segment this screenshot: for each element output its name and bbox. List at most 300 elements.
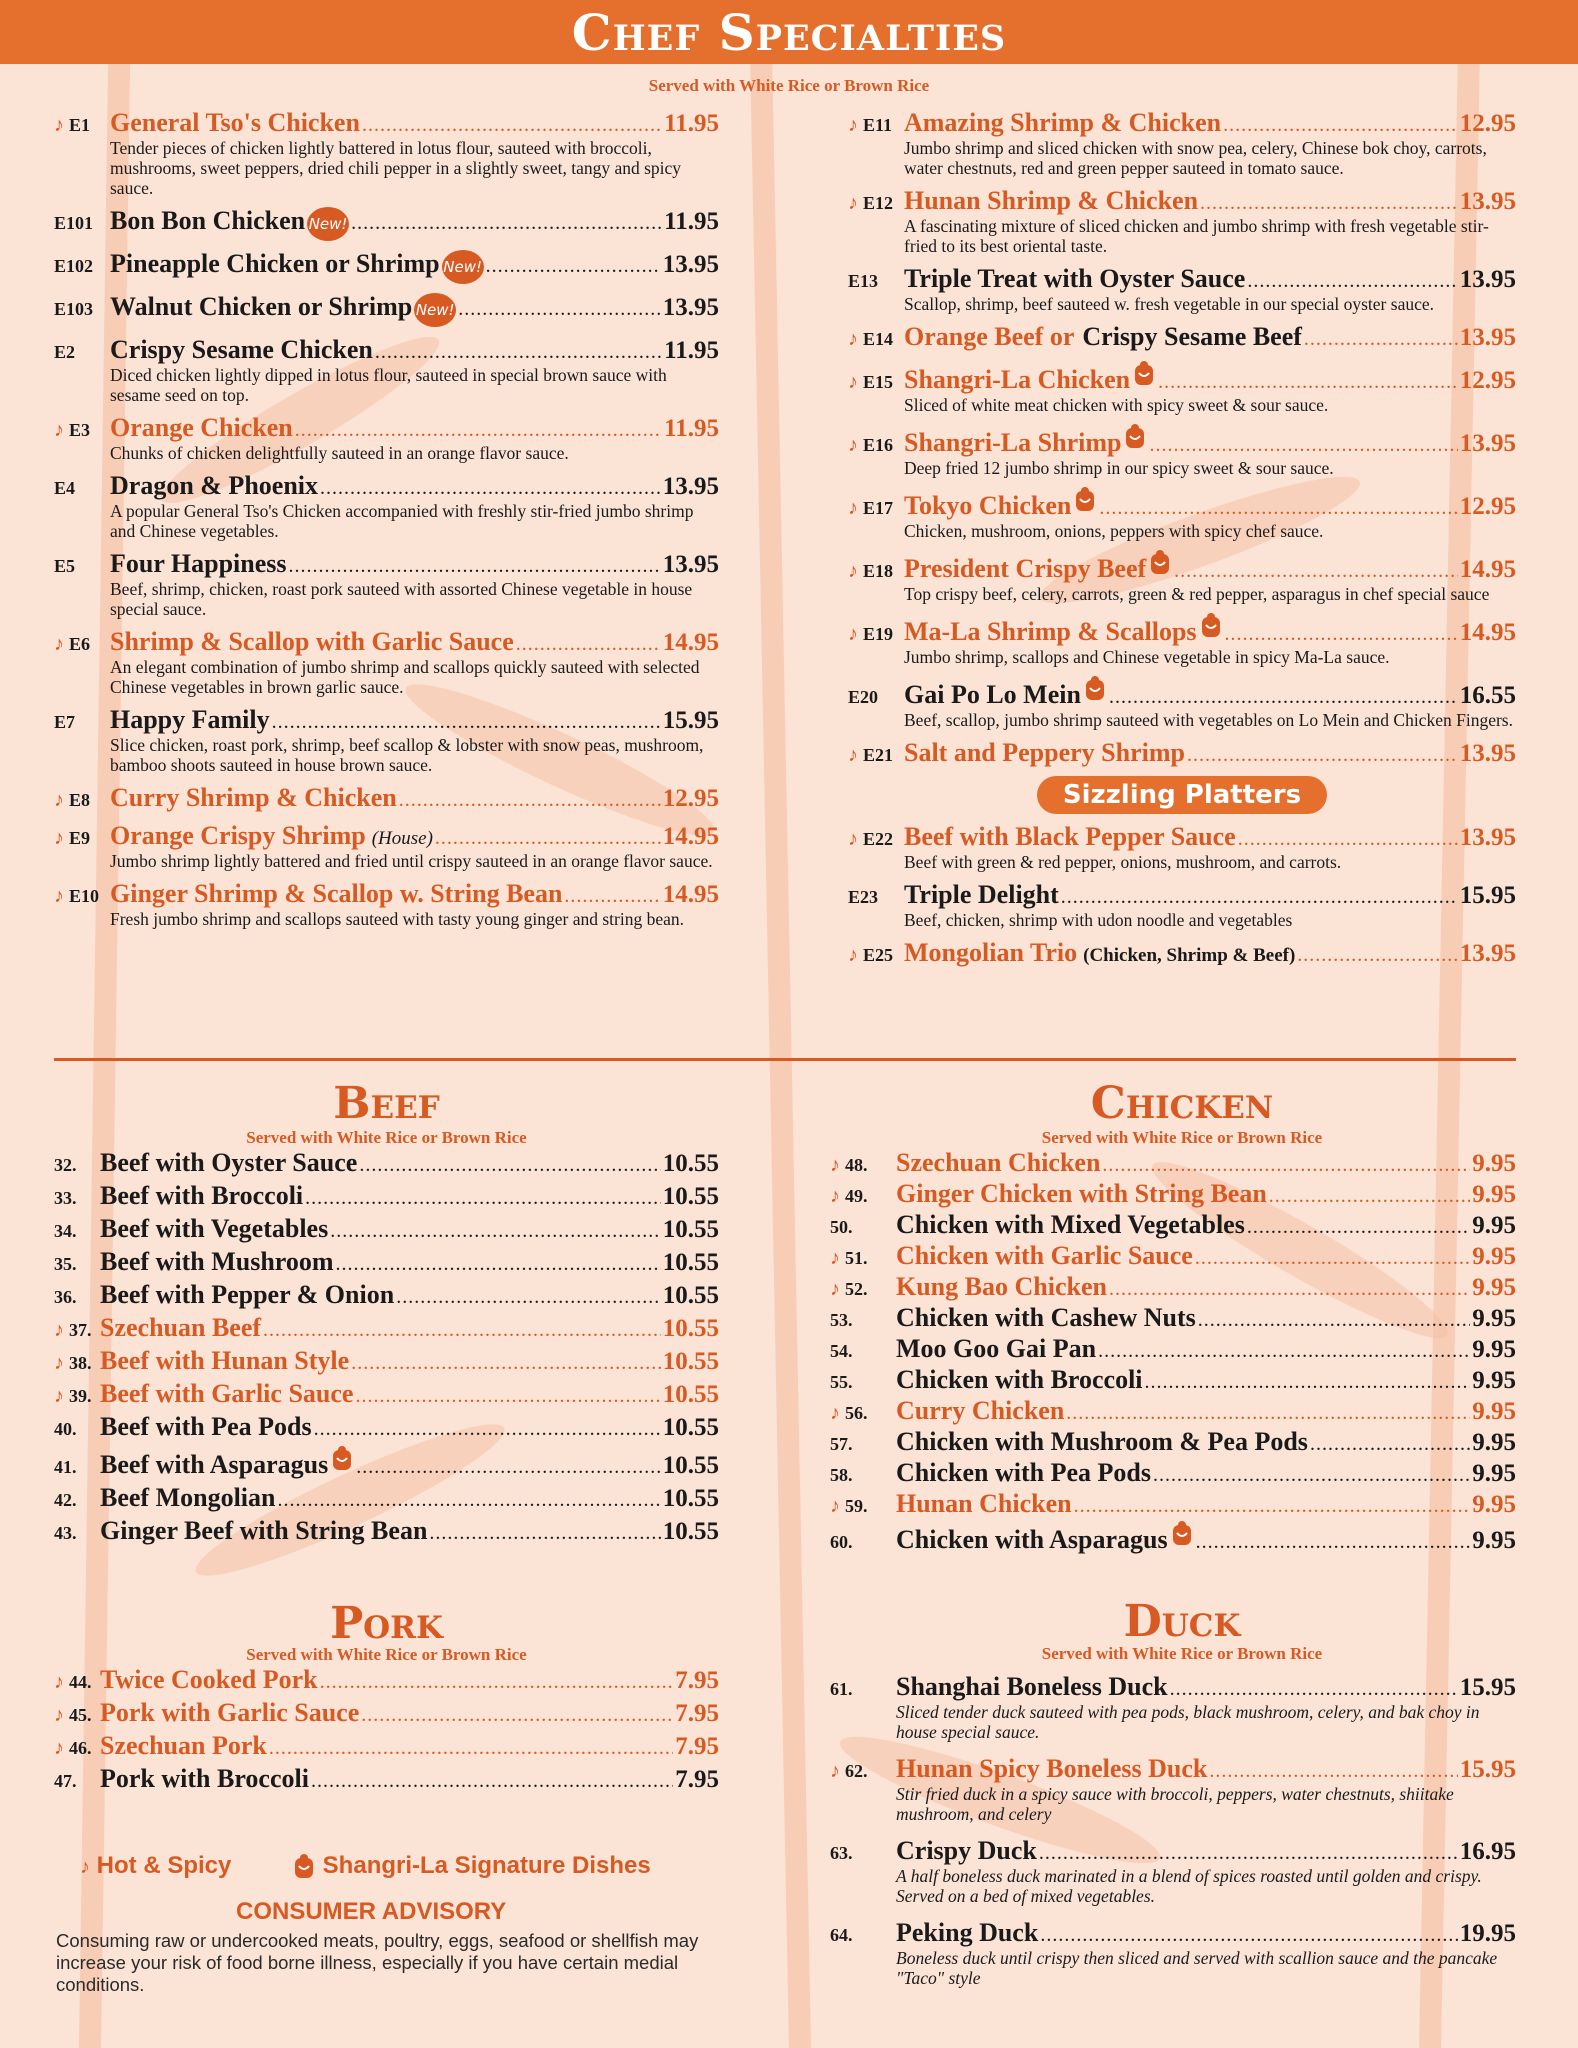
item-code-text: 50. — [830, 1217, 853, 1237]
leader-dots — [516, 633, 661, 656]
item-price: 9.95 — [1472, 1336, 1516, 1363]
leader-dots — [1098, 1340, 1470, 1363]
item-code-text: E15 — [863, 372, 894, 392]
item-name: Ginger Shrimp & Scallop w. String Bean — [110, 879, 563, 908]
chili-icon: ♪ — [830, 1402, 845, 1424]
menu-item — [830, 1427, 1516, 1457]
duck-list — [830, 1672, 1516, 2000]
menu-item — [54, 1516, 719, 1546]
item-price: 19.95 — [1459, 1920, 1516, 1947]
item-code — [830, 1434, 896, 1455]
item-name: Walnut Chicken or Shrimp — [110, 292, 413, 321]
item-price: 9.95 — [1472, 1150, 1516, 1177]
item-code — [848, 887, 904, 908]
item-price: 13.95 — [1459, 740, 1516, 767]
menu-item — [54, 549, 719, 619]
menu-item-row — [54, 879, 719, 909]
item-name: Four Happiness — [110, 549, 287, 578]
item-name: Szechuan Chicken — [896, 1148, 1101, 1177]
item-price: 14.95 — [1459, 619, 1516, 646]
signature-dish-icon — [1170, 1520, 1194, 1548]
menu-item-row — [848, 549, 1516, 584]
item-note: (Chicken, Shrimp & Beef) — [1083, 945, 1296, 966]
menu-item-row — [848, 938, 1516, 968]
item-price: 9.95 — [1472, 1527, 1516, 1554]
menu-item — [830, 1148, 1516, 1178]
menu-item-row — [830, 1489, 1516, 1519]
item-name: Beef with Mushroom — [100, 1247, 334, 1276]
menu-item — [830, 1365, 1516, 1395]
item-code-text: E22 — [863, 829, 894, 849]
item-description: Beef, chicken, shrimp with udon noodle and vegetables — [904, 910, 1293, 930]
item-code-text: E3 — [69, 420, 91, 440]
item-code — [54, 885, 110, 908]
menu-item-row — [830, 1179, 1516, 1209]
item-name: Curry Shrimp & Chicken — [110, 783, 397, 812]
item-code — [54, 1319, 100, 1342]
item-code — [54, 478, 110, 499]
item-code — [830, 1217, 896, 1238]
item-price: 15.95 — [1459, 882, 1516, 909]
chef-served-note: Served with White Rice or Brown Rice — [648, 76, 930, 95]
item-code — [848, 623, 904, 646]
menu-item — [848, 822, 1516, 872]
item-description: Chunks of chicken delightfully sauteed in an orange flavor sauce. — [110, 443, 569, 463]
item-code — [54, 1737, 100, 1760]
item-name: Ma-La Shrimp & Scallops — [904, 617, 1197, 646]
item-code — [54, 342, 110, 363]
menu-item-row — [848, 322, 1516, 352]
item-price: 10.55 — [662, 1348, 719, 1375]
item-code-text: E102 — [54, 256, 94, 276]
leader-dots — [351, 1352, 661, 1375]
item-code-text: 61. — [830, 1679, 853, 1699]
leader-dots — [355, 1385, 660, 1408]
signature-dish-icon — [1083, 675, 1107, 703]
item-name: Pork with Garlic Sauce — [100, 1698, 360, 1727]
item-price: 16.95 — [1459, 1838, 1516, 1865]
item-code-text: 44. — [69, 1672, 92, 1692]
menu-item-row — [54, 1346, 719, 1376]
leader-dots — [289, 555, 661, 578]
item-description: Slice chicken, roast pork, shrimp, beef scallop & lobster with snow peas, mushroom, bamboo shoots sauteed in house brown sauce. — [110, 735, 704, 775]
item-code-text: 32. — [54, 1155, 77, 1175]
chili-icon: ♪ — [54, 419, 69, 441]
item-price: 14.95 — [662, 629, 719, 656]
item-code — [830, 1495, 896, 1518]
chili-icon: ♪ — [848, 114, 863, 136]
chili-icon: ♪ — [54, 1671, 69, 1693]
item-price: 9.95 — [1472, 1181, 1516, 1208]
leader-dots — [314, 1418, 661, 1441]
item-code-text: 60. — [830, 1532, 853, 1552]
item-name: Hunan Spicy Boneless Duck — [896, 1754, 1208, 1783]
item-price: 9.95 — [1472, 1243, 1516, 1270]
menu-item — [848, 612, 1516, 667]
menu-item-row — [830, 1241, 1516, 1271]
menu-item — [54, 1214, 719, 1244]
menu-item — [54, 1445, 719, 1480]
menu-item-row — [848, 486, 1516, 521]
menu-item — [848, 938, 1516, 968]
item-description: A half boneless duck marinated in a blend of spices roasted until golden and crispy. Served on a bed of mixed vegetables. — [896, 1866, 1482, 1906]
item-code — [830, 1843, 896, 1864]
item-code — [54, 789, 110, 812]
item-price: 13.95 — [1459, 940, 1516, 967]
item-code — [54, 1385, 100, 1408]
item-price: 15.95 — [662, 707, 719, 734]
menu-item-row — [848, 675, 1516, 710]
item-name: Beef with Asparagus — [100, 1450, 329, 1479]
chicken-section-title: Chicken — [1090, 1078, 1274, 1129]
item-description: A popular General Tso's Chicken accompanied with freshly stir-fried jumbo shrimp and Chinese vegetables. — [110, 501, 694, 541]
signature-dish-icon — [1073, 486, 1097, 514]
item-code-text: E4 — [54, 478, 76, 498]
leader-dots — [263, 1319, 661, 1342]
item-code — [54, 633, 110, 656]
menu-item-row — [848, 264, 1516, 294]
signature-dish-icon — [330, 1445, 354, 1473]
menu-item-row — [830, 1427, 1516, 1457]
menu-item-row — [54, 108, 719, 138]
item-name: General Tso's Chicken — [110, 108, 360, 137]
item-name: Salt and Peppery Shrimp — [904, 738, 1185, 767]
item-price: 13.95 — [662, 473, 719, 500]
item-description: Deep fried 12 jumbo shrimp in our spicy sweet & sour sauce. — [904, 458, 1334, 478]
item-price: 14.95 — [662, 881, 719, 908]
item-name: Moo Goo Gai Pan — [896, 1334, 1097, 1363]
menu-item-row — [830, 1334, 1516, 1364]
item-price: 7.95 — [675, 1667, 719, 1694]
item-name: Szechuan Pork — [100, 1731, 267, 1760]
menu-item — [54, 879, 719, 929]
leader-dots — [1269, 1185, 1470, 1208]
item-code — [54, 1490, 100, 1511]
chili-icon: ♪ — [54, 885, 69, 907]
item-price: 10.55 — [662, 1282, 719, 1309]
item-code — [830, 1278, 896, 1301]
item-price: 9.95 — [1472, 1429, 1516, 1456]
item-price: 13.95 — [662, 294, 719, 321]
menu-item — [830, 1836, 1516, 1906]
chef-specialties-title: Chef Specialties — [571, 2, 1007, 62]
item-code-text: E1 — [69, 115, 91, 135]
chef-right-column — [848, 108, 1516, 976]
item-code-text: E101 — [54, 213, 94, 233]
item-code — [830, 1679, 896, 1700]
leader-dots — [1196, 1531, 1471, 1554]
menu-item-row — [830, 1303, 1516, 1333]
menu-item-row — [830, 1836, 1516, 1866]
menu-item — [848, 486, 1516, 541]
chili-icon: ♪ — [848, 328, 863, 350]
menu-item — [848, 360, 1516, 415]
item-code — [848, 114, 904, 137]
item-name: Beef Mongolian — [100, 1483, 276, 1512]
menu-item — [830, 1303, 1516, 1333]
item-price: 10.55 — [662, 1452, 719, 1479]
signature-dish-icon — [1199, 612, 1223, 640]
item-name: Beef with Pea Pods — [100, 1412, 312, 1441]
menu-item-row — [54, 1665, 719, 1695]
item-code — [830, 1310, 896, 1331]
item-price: 12.95 — [662, 785, 719, 812]
leader-dots — [351, 212, 662, 235]
chili-icon: ♪ — [54, 1319, 69, 1341]
leader-dots — [1304, 328, 1458, 351]
item-price: 9.95 — [1472, 1367, 1516, 1394]
item-price: 13.95 — [662, 551, 719, 578]
item-code — [54, 213, 110, 234]
leader-dots — [320, 477, 661, 500]
item-name: Chicken with Garlic Sauce — [896, 1241, 1193, 1270]
item-code — [830, 1341, 896, 1362]
item-price: 10.55 — [662, 1216, 719, 1243]
item-name: President Crispy Beef — [904, 554, 1147, 583]
item-code — [848, 434, 904, 457]
item-code — [54, 1457, 100, 1478]
item-name: Beef with Vegetables — [100, 1214, 329, 1243]
item-code-text: 41. — [54, 1457, 77, 1477]
item-code — [54, 299, 110, 320]
item-code-text: 58. — [830, 1465, 853, 1485]
item-code — [54, 827, 110, 850]
chili-icon: ♪ — [830, 1154, 845, 1176]
item-name: Tokyo Chicken — [904, 491, 1072, 520]
menu-item — [830, 1458, 1516, 1488]
menu-item-row — [54, 705, 719, 735]
item-code — [54, 1419, 100, 1440]
chili-icon: ♪ — [54, 114, 69, 136]
item-name: Pineapple Chicken or Shrimp — [110, 249, 440, 278]
leader-dots — [295, 419, 662, 442]
item-code-text: E25 — [863, 945, 894, 965]
menu-item — [830, 1396, 1516, 1426]
beef-section-title: Beef — [333, 1078, 440, 1129]
item-price: 13.95 — [1459, 324, 1516, 351]
leader-dots — [1149, 434, 1457, 457]
leader-dots — [1174, 560, 1458, 583]
item-price: 13.95 — [1459, 188, 1516, 215]
item-description: Beef with green & red pepper, onions, mushroom, and carrots. — [904, 852, 1342, 872]
leader-dots — [486, 255, 661, 278]
leader-dots — [1170, 1678, 1458, 1701]
item-name: Chicken with Cashew Nuts — [896, 1303, 1196, 1332]
item-code-text: 49. — [845, 1186, 868, 1206]
leader-dots — [375, 341, 662, 364]
chili-icon: ♪ — [848, 560, 863, 582]
menu-item — [848, 738, 1516, 768]
item-price: 10.55 — [662, 1485, 719, 1512]
menu-item — [54, 1764, 719, 1794]
menu-item — [54, 206, 719, 241]
menu-item — [848, 549, 1516, 604]
item-name: Mongolian Trio — [904, 938, 1078, 967]
leader-dots — [1109, 686, 1458, 709]
menu-item-row — [54, 783, 719, 813]
leader-dots — [1061, 886, 1458, 909]
item-code-text: E21 — [863, 745, 894, 765]
item-name: Beef with Oyster Sauce — [100, 1148, 358, 1177]
leader-dots — [278, 1489, 661, 1512]
item-code — [848, 192, 904, 215]
consumer-advisory-text: Consuming raw or undercooked meats, poultry, eggs, seafood or shellfish may increase your risk of food borne illness, especially if you have certain medial conditions. — [56, 1930, 699, 1995]
menu-item — [848, 675, 1516, 730]
chili-icon: ♪ — [848, 828, 863, 850]
leader-dots — [305, 1187, 661, 1210]
menu-item-row — [848, 108, 1516, 138]
item-code-text: 59. — [845, 1496, 868, 1516]
chili-icon: ♪ — [830, 1185, 845, 1207]
legend-signature-label: Shangri-La Signature Dishes — [322, 1852, 651, 1879]
item-code-text: E9 — [69, 828, 91, 848]
item-description: Jumbo shrimp lightly battered and fried until crispy sauteed in an orange flavor sauce. — [110, 851, 713, 871]
item-code — [54, 419, 110, 442]
menu-item-row — [830, 1458, 1516, 1488]
item-description: Scallop, shrimp, beef sauteed w. fresh vegetable in our special oyster sauce. — [904, 294, 1434, 314]
leader-dots — [1099, 497, 1457, 520]
sizzling-list — [848, 822, 1516, 968]
sizzling-platters-wrap — [848, 776, 1516, 814]
item-name: Peking Duck — [896, 1918, 1039, 1947]
menu-item-row — [848, 423, 1516, 458]
item-name: Shangri-La Shrimp — [904, 428, 1122, 457]
new-badge: New! — [442, 250, 484, 284]
menu-item-row — [830, 1672, 1516, 1702]
item-code-text: 38. — [69, 1353, 92, 1373]
item-name: Ginger Beef with String Bean — [100, 1516, 428, 1545]
item-description: Jumbo shrimp and sliced chicken with snow pea, celery, Chinese bok choy, carrots, water chestnuts, red and green pepper sauteed in tomato sauce. — [904, 138, 1487, 178]
leader-dots — [1040, 1924, 1457, 1947]
item-code — [848, 828, 904, 851]
item-code-text: 55. — [830, 1372, 853, 1392]
menu-item-row — [848, 612, 1516, 647]
item-code — [54, 1254, 100, 1275]
item-price: 14.95 — [662, 823, 719, 850]
menu-item-row — [830, 1365, 1516, 1395]
menu-item — [830, 1489, 1516, 1519]
menu-item — [848, 880, 1516, 930]
menu-item-row — [830, 1148, 1516, 1178]
item-code-text: E7 — [54, 712, 76, 732]
item-name: Beef with Black Pepper Sauce — [904, 822, 1236, 851]
item-description: Tender pieces of chicken lightly battered in lotus flour, sauteed with broccoli, mushrooms, sweet peppers, dried chili pepper in a slightly sweet, tangy and spicy sauce. — [110, 138, 682, 198]
item-description: Sliced of white meat chicken with spicy sweet & sour sauce. — [904, 395, 1329, 415]
leader-dots — [336, 1253, 661, 1276]
menu-item — [54, 1313, 719, 1343]
menu-item — [54, 1412, 719, 1442]
menu-item — [54, 471, 719, 541]
chili-icon: ♪ — [848, 497, 863, 519]
leader-dots — [1066, 1402, 1470, 1425]
item-name: Amazing Shrimp & Chicken — [904, 108, 1222, 137]
item-name: Hunan Shrimp & Chicken — [904, 186, 1199, 215]
item-code — [54, 114, 110, 137]
item-code — [54, 556, 110, 577]
menu-item-row — [848, 360, 1516, 395]
item-price: 10.55 — [662, 1381, 719, 1408]
chili-icon: ♪ — [830, 1278, 845, 1300]
item-code-text: E5 — [54, 556, 76, 576]
leader-dots — [458, 298, 661, 321]
item-code — [848, 687, 904, 708]
item-price: 9.95 — [1472, 1305, 1516, 1332]
chili-icon: ♪ — [848, 371, 863, 393]
item-code-text: 54. — [830, 1341, 853, 1361]
item-code — [848, 497, 904, 520]
item-code-text: E19 — [863, 624, 894, 644]
item-name: Crispy Duck — [896, 1836, 1037, 1865]
item-price: 7.95 — [675, 1700, 719, 1727]
item-price: 12.95 — [1459, 493, 1516, 520]
item-code-text: 36. — [54, 1287, 77, 1307]
item-price: 10.55 — [662, 1183, 719, 1210]
item-price: 15.95 — [1459, 1756, 1516, 1783]
chili-icon: ♪ — [830, 1760, 845, 1782]
item-name: Triple Treat with Oyster Sauce — [904, 264, 1246, 293]
chili-icon: ♪ — [848, 744, 863, 766]
item-code — [848, 328, 904, 351]
menu-item — [54, 1698, 719, 1728]
item-name: Chicken with Broccoli — [896, 1365, 1143, 1394]
menu-item — [54, 108, 719, 198]
chili-icon: ♪ — [848, 944, 863, 966]
leader-dots — [272, 711, 661, 734]
item-name: Triple Delight — [904, 880, 1059, 909]
item-price: 12.95 — [1459, 367, 1516, 394]
menu-item — [54, 705, 719, 775]
item-code — [848, 744, 904, 767]
menu-item-row — [54, 292, 719, 327]
pork-served-note: Served with White Rice or Brown Rice — [246, 1645, 527, 1664]
item-code — [830, 1247, 896, 1270]
menu-item-row — [54, 471, 719, 501]
menu-item — [54, 335, 719, 405]
consumer-advisory-title: CONSUMER ADVISORY — [236, 1898, 507, 1925]
menu-item-row — [848, 186, 1516, 216]
chili-icon: ♪ — [848, 192, 863, 214]
item-description: Boneless duck until crispy then sliced and served with scallion sauce and the pancake "Taco" style — [896, 1948, 1498, 1988]
leader-dots — [1102, 1154, 1470, 1177]
menu-item — [830, 1918, 1516, 1988]
item-description: Stir fried duck in a spicy sauce with broccoli, peppers, water chestnuts, shiitake mushroom, and celery — [896, 1784, 1454, 1824]
item-description: Top crispy beef, celery, carrots, green & red pepper, asparagus in chef special sauce — [904, 584, 1490, 604]
menu-item-row — [54, 1445, 719, 1480]
item-name: Beef with Garlic Sauce — [100, 1379, 354, 1408]
item-name: Beef with Hunan Style — [100, 1346, 350, 1375]
chili-icon: ♪ — [54, 1385, 69, 1407]
menu-item-row — [830, 1754, 1516, 1784]
chili-icon: ♪ — [830, 1247, 845, 1269]
leader-dots — [1310, 1433, 1470, 1456]
leader-dots — [1200, 192, 1458, 215]
menu-item-row — [54, 206, 719, 241]
item-code — [54, 1287, 100, 1308]
item-name: Dragon & Phoenix — [110, 471, 318, 500]
item-price: 9.95 — [1472, 1398, 1516, 1425]
item-code-text: E103 — [54, 299, 94, 319]
item-description: Diced chicken lightly dipped in lotus flour, sauteed in special brown sauce with sesame seed on top. — [110, 365, 667, 405]
item-name: Szechuan Beef — [100, 1313, 262, 1342]
item-description: A fascinating mixture of sliced chicken and jumbo shrimp with fresh vegetable stir-fried to its best oriental taste. — [904, 216, 1489, 256]
menu-item-row — [54, 1731, 719, 1761]
menu-item — [848, 264, 1516, 314]
menu-item — [54, 413, 719, 463]
item-price: 16.55 — [1459, 682, 1516, 709]
menu-item-row — [54, 1698, 719, 1728]
leader-dots — [1198, 1309, 1470, 1332]
menu-item-row — [54, 627, 719, 657]
